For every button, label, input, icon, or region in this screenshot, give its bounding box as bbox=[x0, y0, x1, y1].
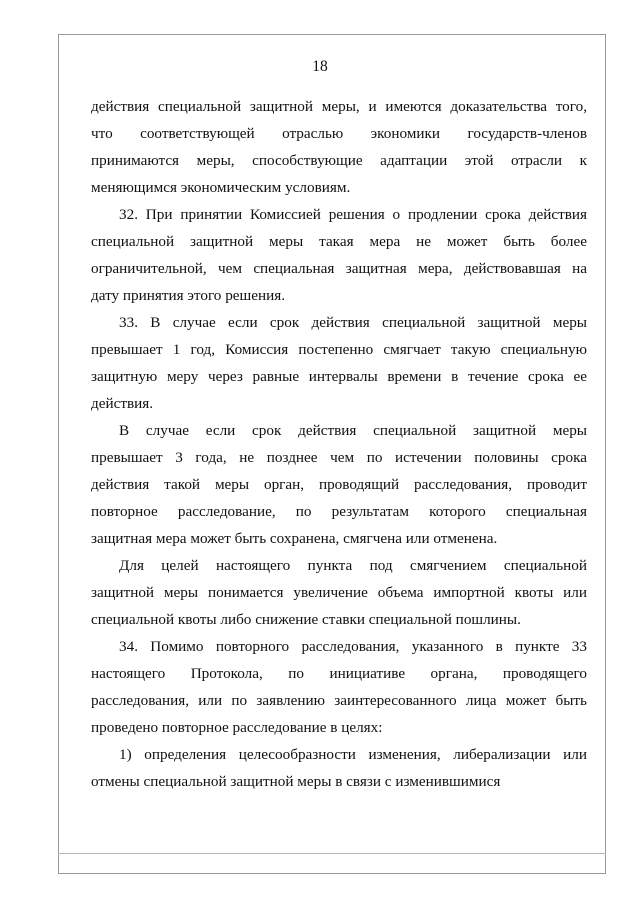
text-line: превышает 1 год, Комиссия постепенно смягчает такую специальную bbox=[91, 341, 587, 358]
text-line: 32. При принятии Комиссией решения о продлении срока действия bbox=[119, 206, 587, 223]
page-number: 18 bbox=[312, 58, 328, 75]
text-line: защитной меры понимается увеличение объема импортной квоты или bbox=[91, 584, 587, 601]
text-line: дату принятия этого решения. bbox=[91, 287, 286, 304]
text-line: отмены специальной защитной меры в связи с изменившимися bbox=[91, 773, 501, 790]
paragraph-p34_1 bbox=[91, 741, 587, 795]
page-frame-bottom-rule bbox=[58, 853, 606, 854]
paragraph-p33 bbox=[91, 309, 587, 417]
text-line: расследования, или по заявлению заинтересованного лица может быть bbox=[91, 692, 587, 709]
paragraph-p33c bbox=[91, 552, 587, 633]
text-line: специальной защитной меры такая мера не может быть более bbox=[91, 233, 587, 250]
text-line: 1) определения целесообразности изменения, либерализации или bbox=[119, 746, 587, 763]
paragraph-p33b bbox=[91, 417, 587, 552]
paragraph-p32 bbox=[91, 201, 587, 309]
text-line: настоящего Протокола, по инициативе органа, проводящего bbox=[91, 665, 587, 682]
text-line: повторное расследование, по результатам которого специальная bbox=[91, 503, 587, 520]
text-line: действия специальной защитной меры, и имеются доказательства того, bbox=[91, 98, 587, 115]
text-line: 34. Помимо повторного расследования, указанного в пункте 33 bbox=[119, 638, 587, 655]
paragraph-p0 bbox=[91, 93, 587, 201]
text-line: принимаются меры, способствующие адаптации этой отрасли к bbox=[91, 152, 587, 169]
text-line: меняющимся экономическим условиям. bbox=[91, 179, 351, 196]
text-line: Для целей настоящего пункта под смягчением специальной bbox=[119, 557, 587, 574]
text-line: превышает 3 года, не позднее чем по истечении половины срока bbox=[91, 449, 587, 466]
text-line: что соответствующей отраслью экономики государств-членов bbox=[91, 125, 587, 142]
text-line: специальной квоты либо снижение ставки специальной пошлины. bbox=[91, 611, 521, 628]
text-line: В случае если срок действия специальной защитной меры bbox=[119, 422, 587, 439]
text-line: действия. bbox=[91, 395, 154, 412]
text-line: защитную меру через равные интервалы времени в течение срока ее bbox=[91, 368, 587, 385]
text-line: ограничительной, чем специальная защитная мера, действовавшая на bbox=[91, 260, 587, 277]
document-body bbox=[91, 93, 587, 795]
text-line: 33. В случае если срок действия специальной защитной меры bbox=[119, 314, 587, 331]
text-line: действия такой меры орган, проводящий расследования, проводит bbox=[91, 476, 587, 493]
text-line: проведено повторное расследование в целях: bbox=[91, 719, 383, 736]
paragraph-p34 bbox=[91, 633, 587, 741]
text-line: защитная мера может быть сохранена, смягчена или отменена. bbox=[91, 530, 498, 547]
